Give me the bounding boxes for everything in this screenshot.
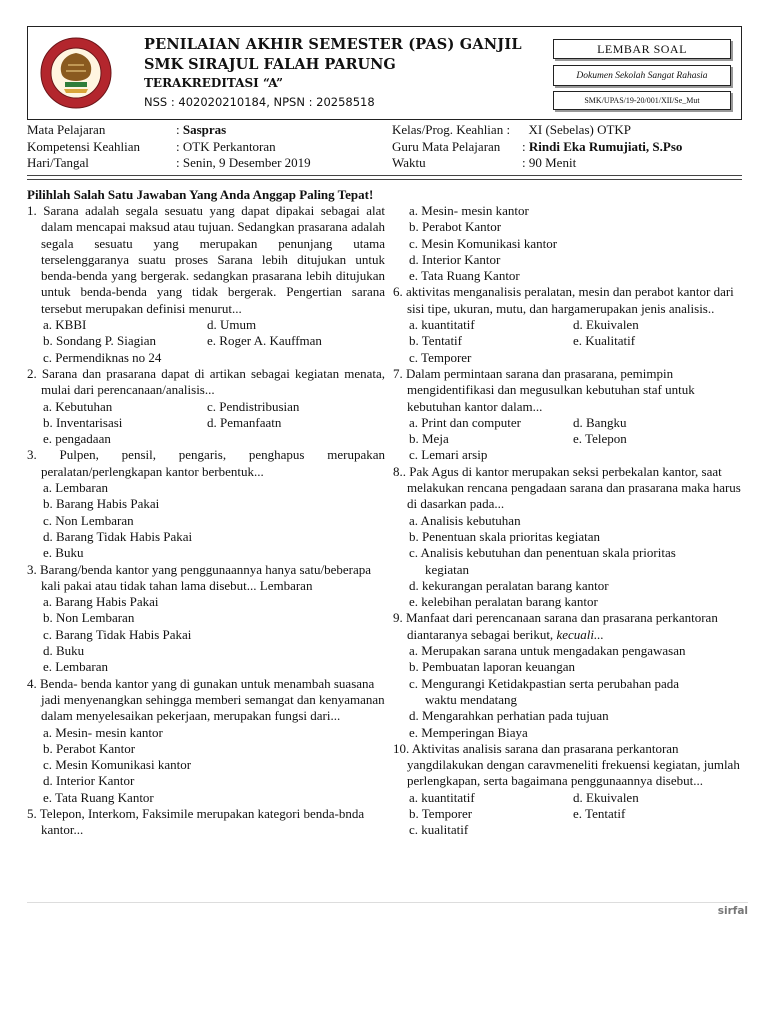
question-5: 5. Telepon, Interkom, Faksimile merupakan kategori benda-bnda kantor... xyxy=(27,805,365,838)
option-continued: waktu mendatang xyxy=(425,691,518,707)
question-4: 4. Benda- benda kantor yang di gunakan untuk menambah suasana jadi menyenangkan sehingga memberi semangat dan kenyamanan dalam menyelesaikan pekerjaan, merupakan fungsi dari... xyxy=(27,675,385,724)
option: d. Bangku xyxy=(573,414,627,430)
options-row xyxy=(27,317,385,333)
teacher-value: Rindi Eka Rumujiati, S.Pso xyxy=(528,138,683,154)
option: d. Barang Tidak Habis Pakai xyxy=(43,528,193,544)
meta-label: Kelas/Prog. Keahlian : xyxy=(392,122,511,137)
question-10: 10. Aktivitas analisis sarana dan prasarana perkantoran yangdilakukan dengan caravmeneliti frekuensi kegiatan, jumlah perlengkapan, serta bagaimana penggunaannya disebut... xyxy=(393,740,740,789)
option: a. Merupakan sarana untuk mengadakan pengawasan xyxy=(409,643,686,659)
option: e. Tentatif xyxy=(573,805,626,821)
meta-label: Guru Mata Pelajaran xyxy=(392,138,501,154)
options-row xyxy=(393,806,748,822)
option: e. kelebihan peralatan barang kantor xyxy=(409,594,598,610)
instruction: Pilihlah Salah Satu Jawaban Yang Anda Anggap Paling Tepat! xyxy=(27,187,374,202)
header-box xyxy=(27,26,742,120)
question-6: 6. aktivitas menganalisis peralatan, mesin dan perabot kantor dari sisi tipe, ukuran, mutu, dan hargamerupakan jenis analisis.. xyxy=(393,284,734,316)
option: c. Non Lembaran xyxy=(43,512,134,528)
option: a. Lembaran xyxy=(43,480,108,496)
options-row xyxy=(27,415,385,431)
divider xyxy=(27,179,742,180)
option: d. Ekuivalen xyxy=(573,789,639,805)
option: e. pengadaan xyxy=(43,431,111,447)
option: c. Mesin Komunikasi kantor xyxy=(43,757,192,773)
option: d. Umum xyxy=(207,317,257,333)
option: c. Pendistribusian xyxy=(207,398,300,414)
questions-left xyxy=(27,203,385,839)
options-row xyxy=(393,415,748,431)
meta-value xyxy=(522,122,682,139)
option: d. Interior Kantor xyxy=(409,251,501,267)
option: b. Perabot Kantor xyxy=(409,219,502,235)
accreditation: TERAKREDITASI “A” xyxy=(144,76,284,90)
options-row xyxy=(393,431,748,447)
meta-right xyxy=(392,122,510,172)
option: c. Mengurangi Ketidakpastian serta perubahan pada xyxy=(409,675,680,691)
option: a. Mesin- mesin kantor xyxy=(43,724,163,740)
option: a. kuantitatif xyxy=(409,789,475,805)
sheet-type-box: LEMBAR SOAL xyxy=(553,39,731,59)
duration-value: 90 Menit xyxy=(528,155,577,170)
questions-right xyxy=(393,203,748,839)
option: b. Meja xyxy=(409,431,449,447)
question-3b: 3. Barang/benda kantor yang penggunaannya hanya satu/beberapa kali pakai atau tidak tahan lama disebut... Lembaran xyxy=(27,561,372,593)
divider xyxy=(27,175,742,176)
meta-value: : OTK Perkantoran xyxy=(176,138,276,154)
option: c. kualitatif xyxy=(409,822,469,838)
date-value: Senin, 9 Desember 2019 xyxy=(182,155,311,170)
option: a. kuantitatif xyxy=(409,317,475,333)
question-2: 2. Sarana dan prasarana dapat di artikan sebagai kegiatan menata, mulai dari perencanaan/analisis... xyxy=(27,365,385,398)
meta-left-values xyxy=(176,122,311,172)
question-1: 1. Sarana adalah segala sesuatu yang dapat dipakai sebagai alat dalam mencapai maksud atau tujuan. Sedangkan prasarana adalah segala sesuatu yang merupakan penunjang utama terselenggaranya suatu proses Sarana lebih ditujukan untuk benda-benda yang bergerak. sedangkan prasarana lebih ditujukan untuk benda-benda yang tidak bergerak. Pengertian sarana tersebut merupakan definisi menurut... xyxy=(27,203,385,316)
meta-label: Kompetensi Keahlian xyxy=(27,138,140,154)
question-3: 3. Pulpen, pensil, pengaris, penghapus merupakan peralatan/perlengkapan kantor berbentuk... xyxy=(27,447,385,479)
option: c. Lemari arsip xyxy=(409,447,488,463)
option: e. Kualitatif xyxy=(573,333,636,349)
option: e. Roger A. Kauffman xyxy=(207,333,322,349)
option: b. Penentuan skala prioritas kegiatan xyxy=(409,528,600,544)
option: b. Temporer xyxy=(409,805,473,821)
footer-divider xyxy=(27,902,748,903)
school-logo-icon xyxy=(40,37,112,109)
option: d. kekurangan peralatan barang kantor xyxy=(409,577,609,593)
option: a. Analisis kebutuhan xyxy=(409,512,521,528)
option: c. Permendiknas no 24 xyxy=(43,349,162,365)
option: b. Inventarisasi xyxy=(43,414,123,430)
option: e. Buku xyxy=(43,545,84,561)
options-row xyxy=(27,333,385,349)
options-row xyxy=(393,317,748,333)
meta-value: : 90 Menit xyxy=(522,155,577,170)
option: a. Kebutuhan xyxy=(43,398,113,414)
meta-value: : Rindi Eka Rumujiati, S.Pso xyxy=(522,138,683,154)
option: e. Tata Ruang Kantor xyxy=(43,789,154,805)
option: b. Barang Habis Pakai xyxy=(43,496,160,512)
question-9-emphasis: kecuali... xyxy=(556,626,604,642)
subject-value: Saspras xyxy=(182,122,227,137)
confidential-box: Dokumen Sekolah Sangat Rahasia xyxy=(553,65,731,86)
option-continued: kegiatan xyxy=(425,561,470,577)
meta-label: Waktu xyxy=(392,155,426,170)
option: a. Print dan computer xyxy=(409,414,521,430)
question-9 xyxy=(393,610,748,643)
option: a. Mesin- mesin kantor xyxy=(409,203,529,218)
meta-value: : Senin, 9 Desember 2019 xyxy=(176,155,311,170)
option: a. KBBI xyxy=(43,317,87,333)
options-row xyxy=(27,399,385,415)
option: b. Non Lembaran xyxy=(43,610,135,626)
class-value: XI (Sebelas) OTKP xyxy=(528,122,632,137)
option: e. Telepon xyxy=(573,431,627,447)
option: b. Perabot Kantor xyxy=(43,740,136,756)
competency-value: OTK Perkantoran xyxy=(182,138,276,154)
option: d. Buku xyxy=(43,643,85,659)
option: d. Ekuivalen xyxy=(573,317,639,333)
question-9-text: 9. Manfaat dari perencanaan sarana dan prasarana perkantoran diantaranya sebagai berikut, xyxy=(393,610,718,642)
option: c. Barang Tidak Habis Pakai xyxy=(43,626,192,642)
option: b. Tentatif xyxy=(409,333,463,349)
option: a. Barang Habis Pakai xyxy=(43,594,159,610)
option: b. Sondang P. Siagian xyxy=(43,333,157,349)
exam-title: PENILAIAN AKHIR SEMESTER (PAS) GANJIL xyxy=(144,36,522,53)
option: b. Pembuatan laporan keuangan xyxy=(409,659,576,675)
meta-left xyxy=(27,122,140,172)
option: e. Lembaran xyxy=(43,659,108,675)
meta-value: : Saspras xyxy=(176,122,227,137)
option: e. Tata Ruang Kantor xyxy=(409,268,520,284)
question-8: 8.. Pak Agus di kantor merupakan seksi perbekalan kantor, saat melakukan rencana pengadaan sarana dan prasarana maka harus di dasarkan pada... xyxy=(393,463,741,512)
meta-right-values xyxy=(522,122,682,172)
option: e. Memperingan Biaya xyxy=(409,724,528,740)
option: d. Interior Kantor xyxy=(43,773,135,789)
option: d. Mengarahkan perhatian pada tujuan xyxy=(409,708,609,724)
document-code-box: SMK/UPAS/19-20/001/XII/Se_Mut xyxy=(553,91,731,110)
option: c. Mesin Komunikasi kantor xyxy=(409,235,558,251)
options-row xyxy=(393,333,748,349)
options-row xyxy=(393,790,748,806)
option: c. Temporer xyxy=(409,349,472,365)
meta-label: Mata Pelajaran xyxy=(27,122,106,137)
option: d. Pemanfaatn xyxy=(207,414,282,430)
footer-mark: sirfal xyxy=(717,905,748,917)
meta-label: Hari/Tangal xyxy=(27,155,89,170)
school-name: SMK SIRAJUL FALAH PARUNG xyxy=(144,56,396,73)
school-ids: NSS : 402020210184, NPSN : 20258518 xyxy=(144,95,375,109)
question-7: 7. Dalam permintaan sarana dan prasarana, pemimpin mengidentifikasi dan megusulkan kebutuhan staf untuk kebutuhan kantor dalam... xyxy=(393,365,695,414)
option: c. Analisis kebutuhan dan penentuan skala prioritas xyxy=(409,545,676,561)
